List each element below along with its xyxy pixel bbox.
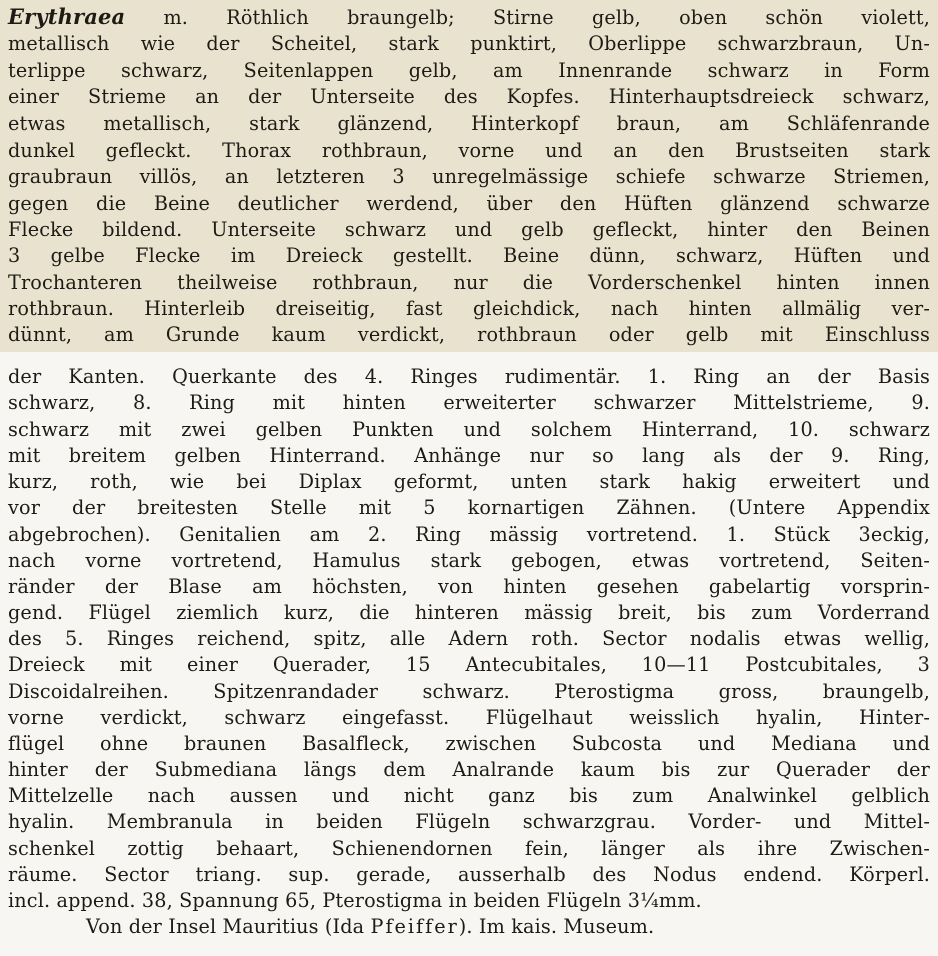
text-line: hinter der Submediana längs dem Analrande kaum bis zur Querader der xyxy=(8,758,930,781)
text-line: abgebrochen). Genitalien am 2. Ring mässig vortretend. 1. Stück 3eckig, xyxy=(8,523,930,546)
text-line: schwarz mit zwei gelben Punkten und solchem Hinterrand, 10. schwarz xyxy=(8,418,930,441)
text-line: flügel ohne braunen Basalfleck, zwischen Subcosta und Mediana und xyxy=(8,732,930,755)
text-line: etwas metallisch, stark glänzend, Hinterkopf braun, am Schläfenrande xyxy=(8,112,930,135)
text-line: des 5. Ringes reichend, spitz, alle Adern roth. Sector nodalis etwas wellig, xyxy=(8,627,930,650)
text-line: der Kanten. Querkante des 4. Ringes rudimentär. 1. Ring an der Basis xyxy=(8,365,930,388)
text-line: vor der breitesten Stelle mit 5 kornartigen Zähnen. (Untere Appendix xyxy=(8,496,930,519)
text-line: einer Strieme an der Unterseite des Kopfes. Hinterhauptsdreieck schwarz, xyxy=(8,85,930,108)
collector-name: Pfeiffer xyxy=(370,915,459,938)
text-line: kurz, roth, wie bei Diplax geformt, unten stark hakig erweitert und xyxy=(8,470,930,493)
text-line: hyalin. Membranula in beiden Flügeln schwarzgrau. Vorder- und Mittel- xyxy=(8,810,930,833)
text-line: dünnt, am Grunde kaum verdickt, rothbraun oder gelb mit Einschluss xyxy=(8,323,930,346)
text-line: gegen die Beine deutlicher werdend, über den Hüften glänzend schwarze xyxy=(8,192,930,215)
text-line: metallisch wie der Scheitel, stark punktirt, Oberlippe schwarzbraun, Un- xyxy=(8,32,930,55)
text-line: Mittelzelle nach aussen und nicht ganz bis zum Analwinkel gelblich xyxy=(8,784,930,807)
genus-name: Erythraea xyxy=(8,4,126,29)
text-line: terlippe schwarz, Seitenlappen gelb, am Innenrande schwarz in Form xyxy=(8,59,930,82)
text-line: graubraun villös, an letzteren 3 unregelmässige schiefe schwarze Striemen, xyxy=(8,165,930,188)
closing-line xyxy=(86,914,930,940)
text-line: gend. Flügel ziemlich kurz, die hinteren mässig breit, bis zum Vorderrand xyxy=(8,601,930,624)
text-line: schenkel zottig behaart, Schienendornen fein, länger als ihre Zwischen- xyxy=(8,837,930,860)
top-text-block xyxy=(0,0,938,352)
bottom-text-block xyxy=(0,352,938,956)
text-line: dunkel gefleckt. Thorax rothbraun, vorne und an den Brustseiten stark xyxy=(8,139,930,162)
text-line-remainder: m. Röthlich braungelb; Stirne gelb, oben schön violett, xyxy=(125,6,930,29)
text-line: räume. Sector triang. sup. gerade, ausserhalb des Nodus endend. Körperl. xyxy=(8,863,930,886)
text-line: rothbraun. Hinterleib dreiseitig, fast gleichdick, nach hinten allmälig ver- xyxy=(8,297,930,320)
text-line: Flecke bildend. Unterseite schwarz und gelb gefleckt, hinter den Beinen xyxy=(8,218,930,241)
text-line: Trochanteren theilweise rothbraun, nur die Vorderschenkel hinten innen xyxy=(8,271,930,294)
text-line: Dreieck mit einer Querader, 15 Antecubitales, 10—11 Postcubitales, 3 xyxy=(8,653,930,676)
text-line xyxy=(8,4,930,30)
text-line: Discoidalreihen. Spitzenrandader schwarz. Pterostigma gross, braungelb, xyxy=(8,680,930,703)
closing-suffix: ). Im kais. Museum. xyxy=(458,915,655,938)
closing-prefix: Von der Insel Mauritius (Ida xyxy=(86,915,371,938)
text-line: ränder der Blase am höchsten, von hinten gesehen gabelartig vorsprin- xyxy=(8,575,930,598)
text-line: nach vorne vortretend, Hamulus stark gebogen, etwas vortretend, Seiten- xyxy=(8,549,930,572)
text-line: 3 gelbe Flecke im Dreieck gestellt. Beine dünn, schwarz, Hüften und xyxy=(8,244,930,267)
text-line: schwarz, 8. Ring mit hinten erweiterter schwarzer Mittelstrieme, 9. xyxy=(8,391,930,414)
text-line: vorne verdickt, schwarz eingefasst. Flügelhaut weisslich hyalin, Hinter- xyxy=(8,706,930,729)
text-line: mit breitem gelben Hinterrand. Anhänge nur so lang als der 9. Ring, xyxy=(8,444,930,467)
text-line: incl. append. 38, Spannung 65, Pterostigma in beiden Flügeln 3¼mm. xyxy=(8,889,702,912)
